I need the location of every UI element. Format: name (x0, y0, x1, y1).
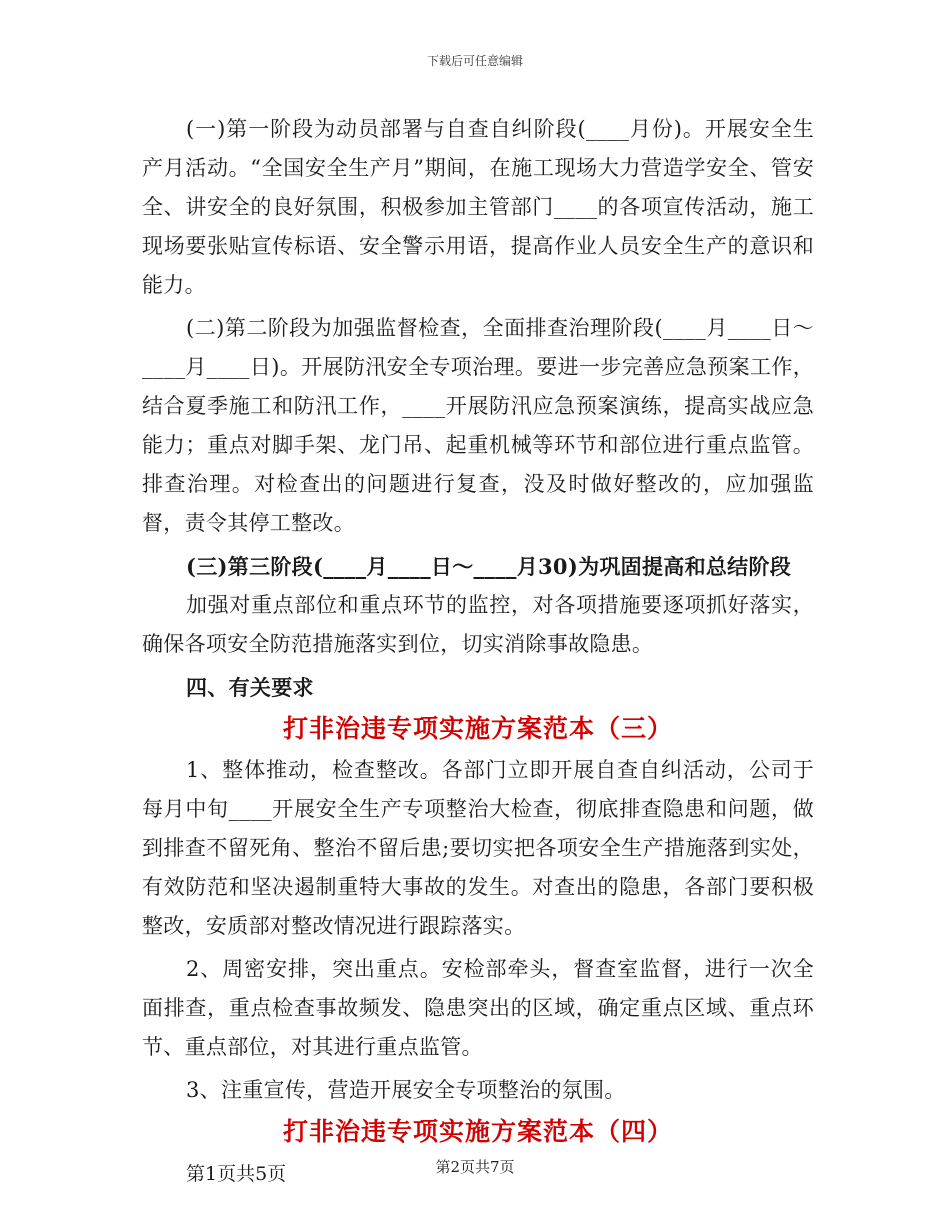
header-note: 下载后可任意编辑 (426, 54, 523, 68)
stage3-title: (三)第三阶段(____月____日～____月30)为巩固提高和总结阶段 (186, 554, 792, 579)
item1-paragraph: 1、整体推动，检查整改。各部门立即开展自查自纠活动，公司于每月中旬____开展安全生产专项整治大检查，彻底排查隐患和问题，做到排查不留死角、整治不留后患;要切实把各项安全生产措施落到实处，有效防范和坚决遏制重特大事故的发生。对查出的隐患，各部门要积极整改，安质部对整改情况进行跟踪落实。 (142, 758, 814, 938)
title-4-heading: 打非治违专项实施方案范本（四） (282, 1117, 673, 1146)
stage2-paragraph: (二)第二阶段为加强监督检查，全面排查治理阶段(____月____日～____月____日)。开展防汛安全专项治理。要进一步完善应急预案工作，结合夏季施工和防汛工作，____开展防汛应急预案演练，提高实战应急能力；重点对脚手架、龙门吊、起重机械等环节和部位进行重点监管。排查治理。对检查出的问题进行复查，没及时做好整改的，应加强监督，责令其停工整改。 (142, 316, 814, 535)
stage1-paragraph: (一)第一阶段为动员部署与自查自纠阶段(____月份)。开展安全生产月活动。“全国安全生产月”期间，在施工现场大力营造学安全、管安全、讲安全的良好氛围，积极参加主管部门____的各项宣传活动，施工现场要张贴宣传标语、安全警示用语，提高作业人员安全生产的意识和能力。 (142, 117, 814, 297)
item2-paragraph: 2、周密安排，突出重点。安检部牵头，督查室监督，进行一次全面排查，重点检查事故频发、隐患突出的区域，确定重点区域、重点环节、重点部位，对其进行重点监管。 (142, 957, 814, 1059)
document-body (142, 110, 814, 1194)
page-footer: 第2页共7页 (435, 1158, 515, 1176)
item3-paragraph: 3、注重宣传，营造开展安全专项整治的氛围。 (186, 1078, 626, 1102)
stage3-paragraph: 加强对重点部位和重点环节的监控，对各项措施要逐项抓好落实，确保各项安全防范措施落实到位，切实消除事故隐患。 (142, 593, 814, 656)
section4-heading: 四、有关要求 (186, 675, 314, 700)
inner-page-number: 第1页共5页 (186, 1163, 287, 1185)
title-3-heading: 打非治违专项实施方案范本（三） (282, 714, 673, 743)
